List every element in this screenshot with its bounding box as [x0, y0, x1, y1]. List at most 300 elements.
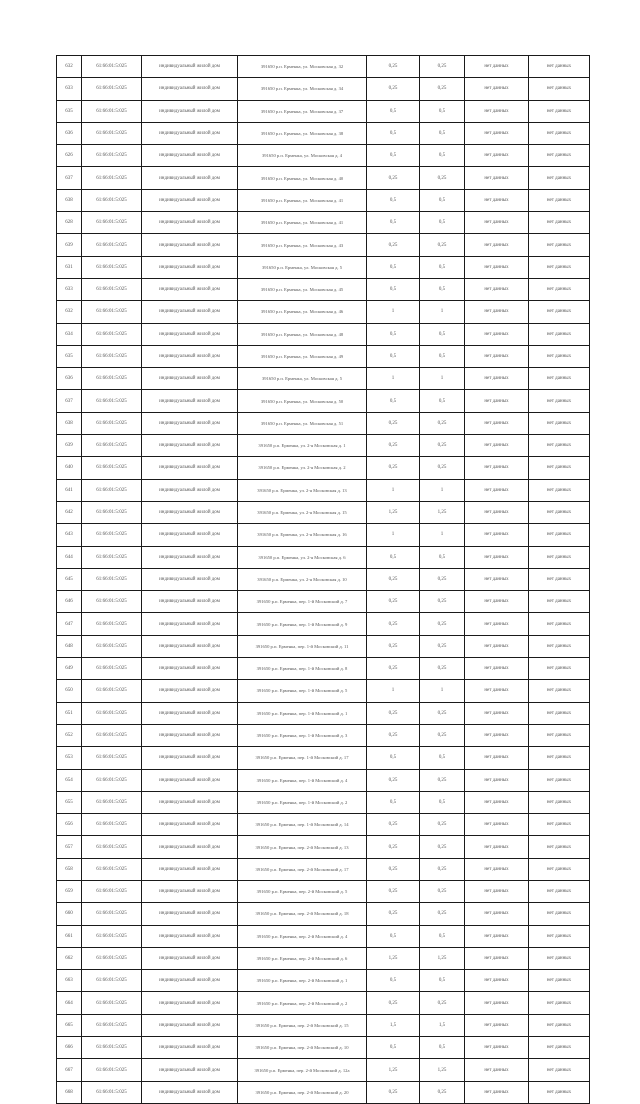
row-number-cell: 632 — [57, 301, 82, 323]
area-value-cell: 0,25 — [367, 234, 420, 256]
area-value-2-cell: 1 — [420, 680, 465, 702]
address-cell: 391650 р.п. Ерменка, ул. 2-я Московская д. 1 — [238, 435, 367, 457]
object-type-cell: индивидуальный жилой дом — [142, 1059, 238, 1081]
status-2-cell: нет данных — [529, 278, 590, 300]
area-value-cell: 1 — [367, 524, 420, 546]
table-row — [57, 189, 590, 211]
object-type-cell: индивидуальный жилой дом — [142, 546, 238, 568]
row-number-cell: 645 — [57, 568, 82, 590]
row-number-cell: 650 — [57, 680, 82, 702]
area-value-2-cell: 1 — [420, 368, 465, 390]
cadastral-code-cell: 61:66:01:5:025 — [82, 858, 142, 880]
area-value-cell: 0,25 — [367, 591, 420, 613]
address-cell: 391650 р.п. Ерменка, ул. Московская д. 40 — [238, 167, 367, 189]
cadastral-code-cell: 61:66:01:5:025 — [82, 256, 142, 278]
table-row — [57, 702, 590, 724]
status-1-cell: нет данных — [465, 368, 529, 390]
area-value-2-cell: 0,25 — [420, 613, 465, 635]
area-value-cell: 0,25 — [367, 769, 420, 791]
status-2-cell: нет данных — [529, 56, 590, 78]
table-row — [57, 970, 590, 992]
cadastral-code-cell: 61:66:01:5:025 — [82, 435, 142, 457]
area-value-2-cell: 1,25 — [420, 947, 465, 969]
cadastral-code-cell: 61:66:01:5:025 — [82, 479, 142, 501]
status-2-cell: нет данных — [529, 524, 590, 546]
object-type-cell: индивидуальный жилой дом — [142, 1037, 238, 1059]
area-value-cell: 0,25 — [367, 880, 420, 902]
area-value-2-cell: 1,5 — [420, 1014, 465, 1036]
row-number-cell: 648 — [57, 635, 82, 657]
status-1-cell: нет данных — [465, 992, 529, 1014]
area-value-cell: 0,5 — [367, 970, 420, 992]
status-2-cell: нет данных — [529, 635, 590, 657]
area-value-cell: 0,5 — [367, 189, 420, 211]
row-number-cell: 659 — [57, 880, 82, 902]
address-cell: 391650 р.п. Ерменка, ул. 2-я Московская д. 10 — [238, 568, 367, 590]
object-type-cell: индивидуальный жилой дом — [142, 457, 238, 479]
table-row — [57, 457, 590, 479]
address-cell: 391650 р.п. Ерменка, ул. Московская д. 43 — [238, 234, 367, 256]
area-value-cell: 0,5 — [367, 145, 420, 167]
object-type-cell: индивидуальный жилой дом — [142, 479, 238, 501]
status-2-cell: нет данных — [529, 479, 590, 501]
object-type-cell: индивидуальный жилой дом — [142, 680, 238, 702]
object-type-cell: индивидуальный жилой дом — [142, 769, 238, 791]
cadastral-code-cell: 61:66:01:5:025 — [82, 145, 142, 167]
cadastral-code-cell: 61:66:01:5:025 — [82, 925, 142, 947]
row-number-cell: 654 — [57, 769, 82, 791]
area-value-cell: 0,5 — [367, 791, 420, 813]
cadastral-code-cell: 61:66:01:5:025 — [82, 680, 142, 702]
area-value-cell: 0,5 — [367, 747, 420, 769]
area-value-cell: 1,25 — [367, 947, 420, 969]
table-row — [57, 591, 590, 613]
status-1-cell: нет данных — [465, 1059, 529, 1081]
table-row — [57, 635, 590, 657]
cadastral-code-cell: 61:66:01:5:025 — [82, 56, 142, 78]
status-2-cell: нет данных — [529, 368, 590, 390]
status-1-cell: нет данных — [465, 546, 529, 568]
status-1-cell: нет данных — [465, 791, 529, 813]
row-number-cell: 634 — [57, 323, 82, 345]
status-2-cell: нет данных — [529, 212, 590, 234]
row-number-cell: 635 — [57, 100, 82, 122]
row-number-cell: 657 — [57, 836, 82, 858]
table-body — [57, 56, 590, 1104]
area-value-cell: 0,25 — [367, 412, 420, 434]
object-type-cell: индивидуальный жилой дом — [142, 591, 238, 613]
table-row — [57, 345, 590, 367]
table-row — [57, 880, 590, 902]
row-number-cell: 633 — [57, 278, 82, 300]
status-1-cell: нет данных — [465, 457, 529, 479]
address-cell: 391650 р.п. Ерменка, пер. 2-й Московский д. 13 — [238, 836, 367, 858]
status-1-cell: нет данных — [465, 1014, 529, 1036]
table-row — [57, 680, 590, 702]
row-number-cell: 643 — [57, 524, 82, 546]
address-cell: 391650 р.п. Ерменка, пер. 2-й Московский д. 20 — [238, 1081, 367, 1103]
address-cell: 391650 р.п. Ерменка, пер. 2-й Московский д. 12а — [238, 1059, 367, 1081]
status-2-cell: нет данных — [529, 747, 590, 769]
row-number-cell: 663 — [57, 970, 82, 992]
cadastral-code-cell: 61:66:01:5:025 — [82, 769, 142, 791]
status-1-cell: нет данных — [465, 568, 529, 590]
area-value-2-cell: 0,25 — [420, 724, 465, 746]
cadastral-code-cell: 61:66:01:5:025 — [82, 345, 142, 367]
area-value-2-cell: 0,25 — [420, 836, 465, 858]
address-cell: 391650 р.п. Ерменка, ул. Московская д. 49 — [238, 345, 367, 367]
address-cell: 391650 р.п. Ерменка, ул. 2-я Московская д. 16 — [238, 524, 367, 546]
cadastral-code-cell: 61:66:01:5:025 — [82, 167, 142, 189]
status-1-cell: нет данных — [465, 635, 529, 657]
cadastral-code-cell: 61:66:01:5:025 — [82, 1014, 142, 1036]
table-row — [57, 412, 590, 434]
area-value-cell: 0,25 — [367, 568, 420, 590]
area-value-cell: 0,5 — [367, 1037, 420, 1059]
row-number-cell: 632 — [57, 56, 82, 78]
status-1-cell: нет данных — [465, 390, 529, 412]
area-value-cell: 0,5 — [367, 323, 420, 345]
table-row — [57, 56, 590, 78]
area-value-2-cell: 0,25 — [420, 880, 465, 902]
cadastral-code-cell: 61:66:01:5:025 — [82, 278, 142, 300]
status-2-cell: нет данных — [529, 591, 590, 613]
status-1-cell: нет данных — [465, 836, 529, 858]
table-row — [57, 724, 590, 746]
object-type-cell: индивидуальный жилой дом — [142, 301, 238, 323]
area-value-cell: 0,25 — [367, 457, 420, 479]
status-2-cell: нет данных — [529, 412, 590, 434]
area-value-2-cell: 0,5 — [420, 278, 465, 300]
cadastral-code-cell: 61:66:01:5:025 — [82, 1059, 142, 1081]
table-row — [57, 791, 590, 813]
status-2-cell: нет данных — [529, 457, 590, 479]
cadastral-code-cell: 61:66:01:5:025 — [82, 122, 142, 144]
cadastral-code-cell: 61:66:01:5:025 — [82, 591, 142, 613]
table-row — [57, 747, 590, 769]
status-1-cell: нет данных — [465, 724, 529, 746]
object-type-cell: индивидуальный жилой дом — [142, 658, 238, 680]
status-1-cell: нет данных — [465, 189, 529, 211]
status-2-cell: нет данных — [529, 970, 590, 992]
object-type-cell: индивидуальный жилой дом — [142, 702, 238, 724]
area-value-cell: 1,25 — [367, 501, 420, 523]
status-2-cell: нет данных — [529, 390, 590, 412]
row-number-cell: 639 — [57, 234, 82, 256]
row-number-cell: 664 — [57, 992, 82, 1014]
cadastral-code-cell: 61:66:01:5:025 — [82, 323, 142, 345]
table-row — [57, 858, 590, 880]
status-2-cell: нет данных — [529, 769, 590, 791]
address-cell: 391650 р.п. Ерменка, ул. Московская д. 37 — [238, 100, 367, 122]
row-number-cell: 655 — [57, 791, 82, 813]
cadastral-code-cell: 61:66:01:5:025 — [82, 658, 142, 680]
area-value-2-cell: 0,25 — [420, 1081, 465, 1103]
object-type-cell: индивидуальный жилой дом — [142, 747, 238, 769]
status-1-cell: нет данных — [465, 613, 529, 635]
table-row — [57, 769, 590, 791]
row-number-cell: 660 — [57, 903, 82, 925]
area-value-cell: 0,25 — [367, 635, 420, 657]
address-cell: 391650 р.п. Ерменка, пер. 2-й Московский д. 4 — [238, 925, 367, 947]
table-row — [57, 1059, 590, 1081]
area-value-cell: 1 — [367, 301, 420, 323]
area-value-cell: 0,5 — [367, 345, 420, 367]
table-row — [57, 501, 590, 523]
address-cell: 391650 р.п. Ерменка, пер. 2-й Московский д. 5 — [238, 880, 367, 902]
area-value-cell: 0,25 — [367, 613, 420, 635]
cadastral-code-cell: 61:66:01:5:025 — [82, 970, 142, 992]
table-row — [57, 479, 590, 501]
area-value-cell: 0,5 — [367, 546, 420, 568]
cadastral-code-cell: 61:66:01:5:025 — [82, 78, 142, 100]
status-2-cell: нет данных — [529, 1037, 590, 1059]
area-value-cell: 1 — [367, 479, 420, 501]
row-number-cell: 642 — [57, 501, 82, 523]
row-number-cell: 636 — [57, 122, 82, 144]
status-1-cell: нет данных — [465, 323, 529, 345]
object-type-cell: индивидуальный жилой дом — [142, 100, 238, 122]
status-1-cell: нет данных — [465, 658, 529, 680]
status-2-cell: нет данных — [529, 78, 590, 100]
cadastral-code-cell: 61:66:01:5:025 — [82, 390, 142, 412]
address-cell: 391650 р.п. Ерменка, ул. Московская д. 4 — [238, 145, 367, 167]
area-value-2-cell: 0,5 — [420, 390, 465, 412]
area-value-cell: 0,25 — [367, 56, 420, 78]
table-row — [57, 100, 590, 122]
object-type-cell: индивидуальный жилой дом — [142, 992, 238, 1014]
status-2-cell: нет данных — [529, 791, 590, 813]
cadastral-code-cell: 61:66:01:5:025 — [82, 635, 142, 657]
area-value-2-cell: 0,5 — [420, 145, 465, 167]
cadastral-code-cell: 61:66:01:5:025 — [82, 814, 142, 836]
row-number-cell: 639 — [57, 435, 82, 457]
status-1-cell: нет данных — [465, 212, 529, 234]
status-2-cell: нет данных — [529, 122, 590, 144]
status-2-cell: нет данных — [529, 435, 590, 457]
status-2-cell: нет данных — [529, 323, 590, 345]
status-2-cell: нет данных — [529, 903, 590, 925]
row-number-cell: 656 — [57, 814, 82, 836]
table-row — [57, 122, 590, 144]
table-row — [57, 256, 590, 278]
row-number-cell: 649 — [57, 658, 82, 680]
status-2-cell: нет данных — [529, 814, 590, 836]
object-type-cell: индивидуальный жилой дом — [142, 1014, 238, 1036]
cadastral-code-cell: 61:66:01:5:025 — [82, 747, 142, 769]
address-cell: 391650 р.п. Ерменка, пер. 2-й Московский д. 17 — [238, 858, 367, 880]
address-cell: 391650 р.п. Ерменка, ул. 2-я Московская д. 2 — [238, 457, 367, 479]
cadastral-code-cell: 61:66:01:5:025 — [82, 613, 142, 635]
area-value-2-cell: 0,25 — [420, 591, 465, 613]
area-value-cell: 1 — [367, 368, 420, 390]
status-1-cell: нет данных — [465, 301, 529, 323]
status-1-cell: нет данных — [465, 56, 529, 78]
object-type-cell: индивидуальный жилой дом — [142, 56, 238, 78]
table-row — [57, 992, 590, 1014]
object-type-cell: индивидуальный жилой дом — [142, 278, 238, 300]
area-value-2-cell: 0,25 — [420, 56, 465, 78]
cadastral-code-cell: 61:66:01:5:025 — [82, 100, 142, 122]
table-row — [57, 435, 590, 457]
address-cell: 391650 р.п. Ерменка, ул. Московская д. 48 — [238, 323, 367, 345]
address-cell: 391650 р.п. Ерменка, пер. 1-й Московский д. 1 — [238, 702, 367, 724]
row-number-cell: 640 — [57, 457, 82, 479]
area-value-cell: 0,5 — [367, 390, 420, 412]
object-type-cell: индивидуальный жилой дом — [142, 368, 238, 390]
status-2-cell: нет данных — [529, 724, 590, 746]
status-1-cell: нет данных — [465, 1081, 529, 1103]
cadastral-code-cell: 61:66:01:5:025 — [82, 301, 142, 323]
status-1-cell: нет данных — [465, 858, 529, 880]
object-type-cell: индивидуальный жилой дом — [142, 189, 238, 211]
address-cell: 391650 р.п. Ерменка, ул. 2-я Московская д. 6 — [238, 546, 367, 568]
area-value-2-cell: 0,25 — [420, 702, 465, 724]
status-2-cell: нет данных — [529, 256, 590, 278]
area-value-2-cell: 0,5 — [420, 345, 465, 367]
status-2-cell: нет данных — [529, 501, 590, 523]
address-cell: 391650 р.п. Ерменка, ул. Московская д. 41 — [238, 189, 367, 211]
status-1-cell: нет данных — [465, 769, 529, 791]
table-row — [57, 301, 590, 323]
area-value-cell: 0,25 — [367, 992, 420, 1014]
area-value-2-cell: 0,5 — [420, 256, 465, 278]
table-row — [57, 278, 590, 300]
row-number-cell: 666 — [57, 1037, 82, 1059]
cadastral-code-cell: 61:66:01:5:025 — [82, 501, 142, 523]
status-2-cell: нет данных — [529, 613, 590, 635]
status-2-cell: нет данных — [529, 702, 590, 724]
row-number-cell: 638 — [57, 412, 82, 434]
area-value-cell: 0,25 — [367, 435, 420, 457]
area-value-2-cell: 1 — [420, 301, 465, 323]
address-cell: 391650 р.п. Ерменка, пер. 1-й Московский д. 8 — [238, 658, 367, 680]
table-row — [57, 1014, 590, 1036]
status-2-cell: нет данных — [529, 100, 590, 122]
area-value-cell: 0,25 — [367, 903, 420, 925]
status-1-cell: нет данных — [465, 680, 529, 702]
area-value-2-cell: 1 — [420, 524, 465, 546]
table-row — [57, 613, 590, 635]
area-value-2-cell: 0,25 — [420, 769, 465, 791]
object-type-cell: индивидуальный жилой дом — [142, 234, 238, 256]
status-1-cell: нет данных — [465, 479, 529, 501]
area-value-cell: 0,5 — [367, 256, 420, 278]
status-1-cell: нет данных — [465, 501, 529, 523]
object-type-cell: индивидуальный жилой дом — [142, 501, 238, 523]
status-1-cell: нет данных — [465, 880, 529, 902]
status-2-cell: нет данных — [529, 658, 590, 680]
address-cell: 391650 р.п. Ерменка, ул. Московская д. 32 — [238, 56, 367, 78]
table-row — [57, 390, 590, 412]
status-2-cell: нет данных — [529, 680, 590, 702]
status-2-cell: нет данных — [529, 189, 590, 211]
status-1-cell: нет данных — [465, 903, 529, 925]
status-1-cell: нет данных — [465, 278, 529, 300]
area-value-cell: 0,5 — [367, 212, 420, 234]
row-number-cell: 662 — [57, 947, 82, 969]
row-number-cell: 638 — [57, 189, 82, 211]
row-number-cell: 626 — [57, 145, 82, 167]
address-cell: 391650 р.п. Ерменка, ул. Московская д. 45 — [238, 278, 367, 300]
cadastral-code-cell: 61:66:01:5:025 — [82, 212, 142, 234]
status-1-cell: нет данных — [465, 524, 529, 546]
object-type-cell: индивидуальный жилой дом — [142, 78, 238, 100]
object-type-cell: индивидуальный жилой дом — [142, 613, 238, 635]
cadastral-code-cell: 61:66:01:5:025 — [82, 234, 142, 256]
table-row — [57, 78, 590, 100]
status-2-cell: нет данных — [529, 301, 590, 323]
row-number-cell: 661 — [57, 925, 82, 947]
address-cell: 391650 р.п. Ерменка, пер. 1-й Московский д. 5 — [238, 680, 367, 702]
table-row — [57, 836, 590, 858]
area-value-cell: 0,5 — [367, 278, 420, 300]
cadastral-code-cell: 61:66:01:5:025 — [82, 791, 142, 813]
status-1-cell: нет данных — [465, 747, 529, 769]
row-number-cell: 667 — [57, 1059, 82, 1081]
table-row — [57, 1037, 590, 1059]
table-row — [57, 947, 590, 969]
address-cell: 391650 р.п. Ерменка, ул. Московская д. 34 — [238, 78, 367, 100]
object-type-cell: индивидуальный жилой дом — [142, 122, 238, 144]
cadastral-code-cell: 61:66:01:5:025 — [82, 457, 142, 479]
address-cell: 391650 р.п. Ерменка, пер. 1-й Московский д. 7 — [238, 591, 367, 613]
area-value-2-cell: 0,25 — [420, 903, 465, 925]
status-1-cell: нет данных — [465, 435, 529, 457]
address-cell: 391650 р.п. Ерменка, пер. 2-й Московский д. 15 — [238, 1014, 367, 1036]
cadastral-code-cell: 61:66:01:5:025 — [82, 368, 142, 390]
object-type-cell: индивидуальный жилой дом — [142, 256, 238, 278]
area-value-cell: 1 — [367, 680, 420, 702]
status-1-cell: нет данных — [465, 345, 529, 367]
cadastral-code-cell: 61:66:01:5:025 — [82, 992, 142, 1014]
cadastral-code-cell: 61:66:01:5:025 — [82, 947, 142, 969]
table-row — [57, 903, 590, 925]
area-value-cell: 0,25 — [367, 78, 420, 100]
address-cell: 391650 р.п. Ерменка, пер. 1-й Московский д. 2 — [238, 791, 367, 813]
status-2-cell: нет данных — [529, 925, 590, 947]
status-1-cell: нет данных — [465, 78, 529, 100]
area-value-2-cell: 0,25 — [420, 992, 465, 1014]
cadastral-code-cell: 61:66:01:5:025 — [82, 568, 142, 590]
object-type-cell: индивидуальный жилой дом — [142, 925, 238, 947]
row-number-cell: 652 — [57, 724, 82, 746]
row-number-cell: 668 — [57, 1081, 82, 1103]
row-number-cell: 646 — [57, 591, 82, 613]
table-row — [57, 524, 590, 546]
address-cell: 391650 р.п. Ерменка, пер. 1-й Московский д. 4 — [238, 769, 367, 791]
row-number-cell: 636 — [57, 368, 82, 390]
area-value-2-cell: 0,5 — [420, 546, 465, 568]
area-value-cell: 0,25 — [367, 167, 420, 189]
area-value-cell: 0,25 — [367, 858, 420, 880]
address-cell: 391650 р.п. Ерменка, ул. Московская д. 50 — [238, 390, 367, 412]
object-type-cell: индивидуальный жилой дом — [142, 435, 238, 457]
row-number-cell: 653 — [57, 747, 82, 769]
cadastral-code-cell: 61:66:01:5:025 — [82, 903, 142, 925]
area-value-2-cell: 0,5 — [420, 189, 465, 211]
area-value-2-cell: 0,25 — [420, 167, 465, 189]
status-1-cell: нет данных — [465, 412, 529, 434]
area-value-2-cell: 0,5 — [420, 925, 465, 947]
cadastral-code-cell: 61:66:01:5:025 — [82, 880, 142, 902]
table-row — [57, 814, 590, 836]
area-value-2-cell: 0,5 — [420, 747, 465, 769]
address-cell: 391650 р.п. Ерменка, ул. Московская д. 5 — [238, 256, 367, 278]
address-cell: 391650 р.п. Ерменка, ул. Московская д. 46 — [238, 301, 367, 323]
row-number-cell: 631 — [57, 256, 82, 278]
status-2-cell: нет данных — [529, 1059, 590, 1081]
